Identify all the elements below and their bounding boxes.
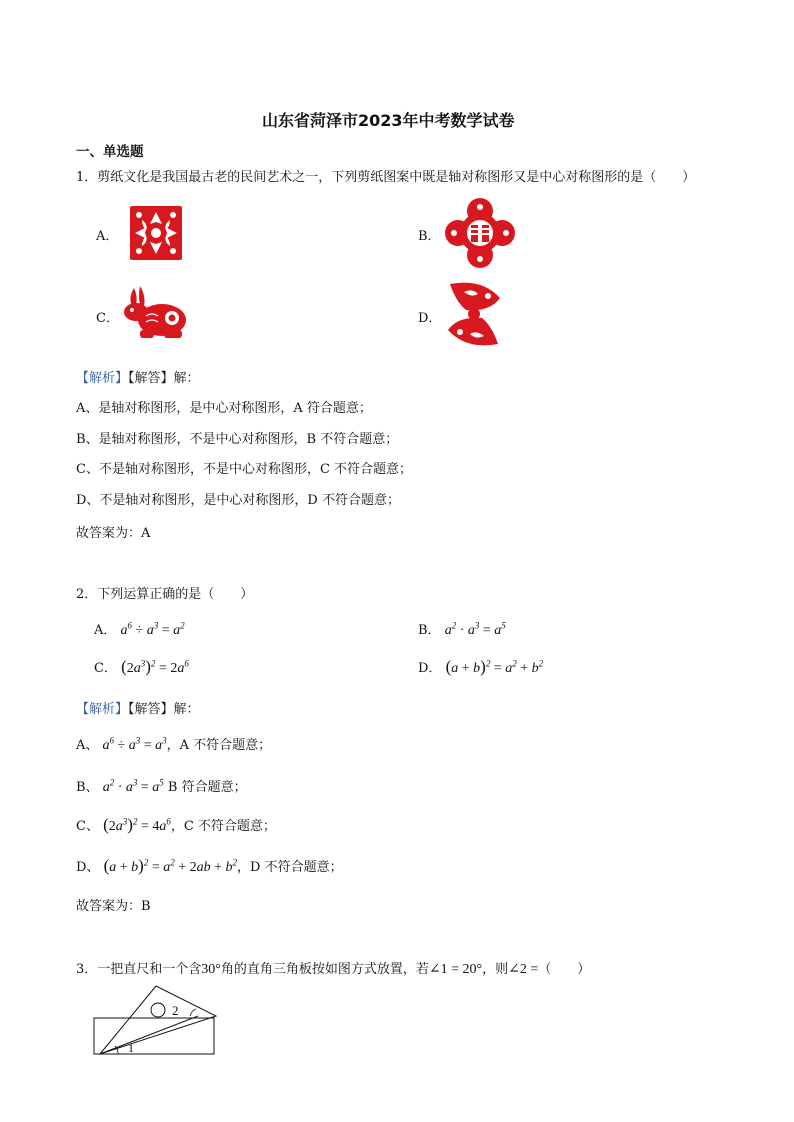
q3-figure-label-1: 1 — [128, 1041, 134, 1055]
q3-angle-2: ∠2 = — [508, 962, 539, 977]
q2-line-a-formula: $a^6 \div a^3 = a^3$ — [102, 735, 167, 753]
q1-paper-cut-rabbit-icon[interactable] — [118, 282, 190, 342]
q2-line-a-suffix: ，A 不符合题意； — [166, 738, 272, 753]
q2-line-c-suffix: ，C 不符合题意； — [170, 819, 276, 834]
q1-option-a-label[interactable]: A． — [96, 229, 119, 244]
q2-option-d-formula: $(a + b)^2 = a^2 + b^2$ — [445, 657, 544, 676]
q2-line-b-formula: $a^2 \cdot a^3 = a^5$ — [102, 777, 164, 795]
q1-stem: 1．剪纸文化是我国最古老的民间艺术之一，下列剪纸图案中既是轴对称图形又是中心对称图形的是（ ） — [76, 170, 696, 185]
q2-line-d-formula: $(a + b)^2 = a^2 + 2ab + b^2$ — [103, 856, 238, 875]
q1-paper-cut-fish-icon[interactable] — [442, 278, 506, 350]
q1-paper-cut-flower-icon[interactable] — [444, 197, 516, 269]
q1-analysis-line-c: C、不是轴对称图形，不是中心对称图形，C 不符合题意； — [76, 462, 413, 477]
q2-option-c-label: C． — [94, 661, 117, 676]
q3-angle-2-arc — [190, 1009, 196, 1016]
q2-answer-tag: 【解答】解： — [128, 702, 200, 717]
q2-line-d-prefix: D、 — [76, 860, 100, 875]
q2-line-b-suffix: B 符合题意； — [163, 780, 247, 795]
q2-option-a-formula: $a^6 \div a^3 = a^2$ — [120, 620, 185, 638]
q2-analysis-line-c — [76, 815, 276, 835]
q1-option-d-label[interactable]: D． — [418, 311, 442, 326]
q2-option-d-label: D． — [418, 661, 442, 676]
q3-triangle — [100, 986, 216, 1054]
section-heading: 一、单选题 — [76, 144, 144, 160]
q2-analysis-line-d — [76, 856, 343, 876]
q3-triangle-hole — [151, 1003, 165, 1017]
q1-answer-tag: 【解答】解： — [128, 371, 200, 386]
q3-degree-30: 30° — [201, 962, 221, 977]
q2-analysis-line-b — [76, 776, 247, 796]
q1-option-b-label[interactable]: B． — [418, 229, 441, 244]
q2-option-a[interactable] — [94, 619, 185, 639]
q1-analysis-line-a: A、是轴对称图形，是中心对称图形，A 符合题意； — [76, 401, 372, 416]
q2-option-a-label: A． — [94, 623, 117, 638]
q2-option-b-label: B． — [418, 623, 441, 638]
q2-analysis-tag[interactable]: 【解析】 — [76, 702, 129, 717]
q2-analysis-line-a — [76, 734, 271, 754]
q2-line-c-prefix: C、 — [76, 819, 99, 834]
q2-stem: 2．下列运算正确的是（ ） — [76, 587, 254, 602]
q3-angle-1: ∠1 = 20° — [428, 962, 483, 977]
q3-stem-part-b: 角的直角三角板按如图方式放置，若 — [220, 962, 429, 977]
q2-option-c-formula: $(2a^3)^2 = 2a^6$ — [121, 657, 189, 676]
q2-analysis-heading — [76, 698, 200, 717]
q2-option-c[interactable] — [94, 657, 189, 677]
q3-stem-part-a: 3．一把直尺和一个含 — [76, 962, 202, 977]
q2-line-a-prefix: A、 — [76, 738, 99, 753]
q1-analysis-line-b: B、是轴对称图形，不是中心对称图形，B 不符合题意； — [76, 432, 399, 447]
page-title: 山东省菏泽市2023年中考数学试卷 — [262, 111, 515, 130]
q2-line-c-formula: $(2a^3)^2 = 4a^6$ — [103, 815, 171, 834]
q1-analysis-line-d: D、不是轴对称图形，是中心对称图形，D 不符合题意； — [76, 493, 400, 508]
q1-analysis-tag[interactable]: 【解析】 — [76, 371, 129, 386]
q3-triangle-edge — [100, 1016, 198, 1054]
q2-option-b[interactable] — [418, 619, 506, 639]
q1-answer: 故答案为：A — [76, 526, 151, 541]
q2-line-d-suffix: ，D 不符合题意； — [237, 860, 343, 875]
q3-figure-label-2: 2 — [172, 1003, 179, 1018]
q3-stem — [76, 958, 590, 978]
q2-option-d[interactable] — [418, 657, 543, 677]
q1-option-c-label[interactable]: C． — [96, 311, 119, 326]
q1-paper-cut-square-icon[interactable] — [126, 202, 186, 264]
q3-stem-part-d: （ ） — [538, 962, 591, 977]
q3-ruler-triangle-figure — [88, 980, 228, 1060]
q3-stem-part-c: ，则 — [482, 962, 509, 977]
q2-answer: 故答案为：B — [76, 899, 151, 914]
q1-analysis-heading — [76, 367, 200, 386]
q2-line-b-prefix: B、 — [76, 780, 99, 795]
q2-option-b-formula: $a^2 \cdot a^3 = a^5$ — [444, 620, 506, 638]
